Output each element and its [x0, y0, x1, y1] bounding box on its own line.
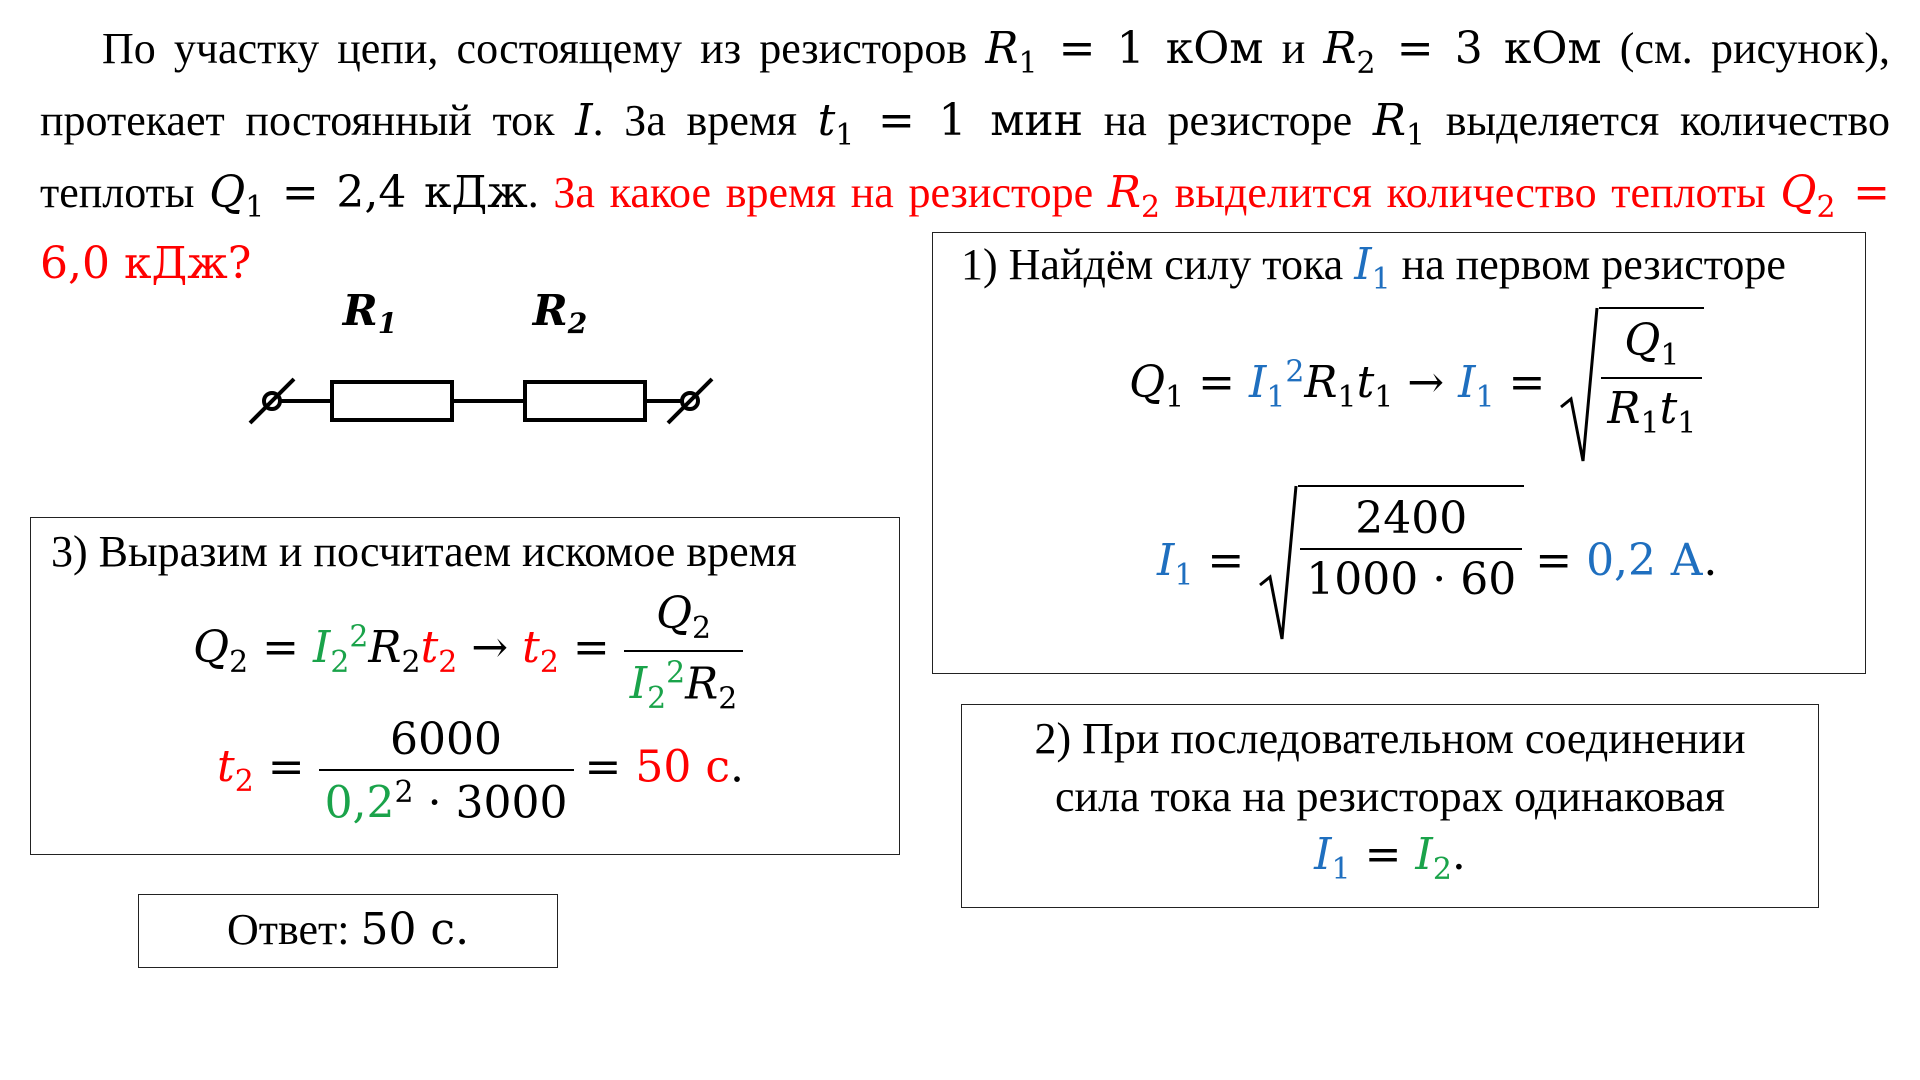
label-r2: R2 [532, 286, 588, 340]
step2-line2: сила тока на резисторах одинаковая [1054, 772, 1726, 821]
q1-symbol: $Q_1$ [209, 166, 265, 225]
problem-text: По участку цепи, состоящему из резисторов [102, 24, 986, 73]
step3-box [30, 517, 900, 855]
r1-symbol: $R_1$ [985, 23, 1038, 81]
step3-result: 50 с [635, 741, 730, 793]
step1-denominator: 1000 · 60 [1300, 548, 1522, 605]
r2-value: = 3 кОм [1375, 23, 1602, 74]
sqrt-formula: $\frac{Q_1}{R_1t_1}$ [1559, 307, 1704, 467]
step3-calculation: $t_2$ = $\frac{6000}{0,2^2 \cdot 3000}$ = 50 с. [217, 714, 744, 829]
step3-numerator: 6000 [390, 714, 503, 765]
current-symbol: I [575, 94, 593, 146]
step3-heading: 3) Выразим и посчитаем искомое время [51, 527, 797, 576]
step1-result: 0,2 А [1586, 535, 1704, 587]
step1-calculation: $I_1$ = $\frac{2400}{1000 \cdot 60}$ = 0,2 А. [1157, 485, 1717, 645]
resistor-r1 [332, 382, 452, 420]
label-r1: R1 [342, 286, 398, 340]
step2-equation: $I_1 = I_2$. [1314, 829, 1466, 887]
step1-box [932, 232, 1866, 674]
problem-statement: По участку цепи, состоящему из резисторов $R_1 = 1$ кОм и $R_2 = 3$ кОм (см. рисунок), протекает постоянный ток I. За время $t_1 = 1$ мин на резисторе $R_1$ выделяется количество теплоты $Q_1 = 2,4$ кДж. За какое время на резисторе $R_2$ выделится количество теплоты $Q_2 = 6,0$ кДж? [40, 23, 1891, 290]
t1-value: = 1 мин [854, 94, 1084, 146]
step3-denominator: $0,2^2 \cdot 3000$ [319, 769, 574, 829]
q1-value: = 2,4 кДж [264, 166, 528, 218]
r1-value: = 1 кОм [1037, 23, 1264, 74]
step3-formula: $Q_2 = I_2^2R_2t_2 \to t_2$ = $\frac{Q_2}{I_2^2R_2}$ [193, 588, 743, 716]
sqrt-calculation [1258, 485, 1524, 645]
step1-heading: 1) Найдём силу тока $I_1$ на первом резисторе [961, 239, 1786, 297]
step1-formula: $Q_1 = I_1^2R_1t_1 \to I_1$ = $\frac{Q_1}{R_1t_1}$ [1129, 307, 1704, 467]
t1-symbol: $t_1$ [817, 94, 855, 153]
answer-box [138, 894, 558, 968]
answer-text: Ответ: 50 с. [226, 904, 470, 955]
step2-line1: 2) При последовательном соединении [1034, 714, 1746, 763]
step2-box [961, 704, 1819, 908]
circuit-diagram [240, 285, 740, 445]
problem-question: За какое время на резисторе $R_2$ выделится количество теплоты $Q_2 = 6,0$ кДж? [40, 166, 1890, 290]
r2-symbol: $R_2$ [1323, 23, 1376, 81]
step1-numerator: 2400 [1355, 493, 1468, 544]
resistor-r2 [525, 382, 645, 420]
